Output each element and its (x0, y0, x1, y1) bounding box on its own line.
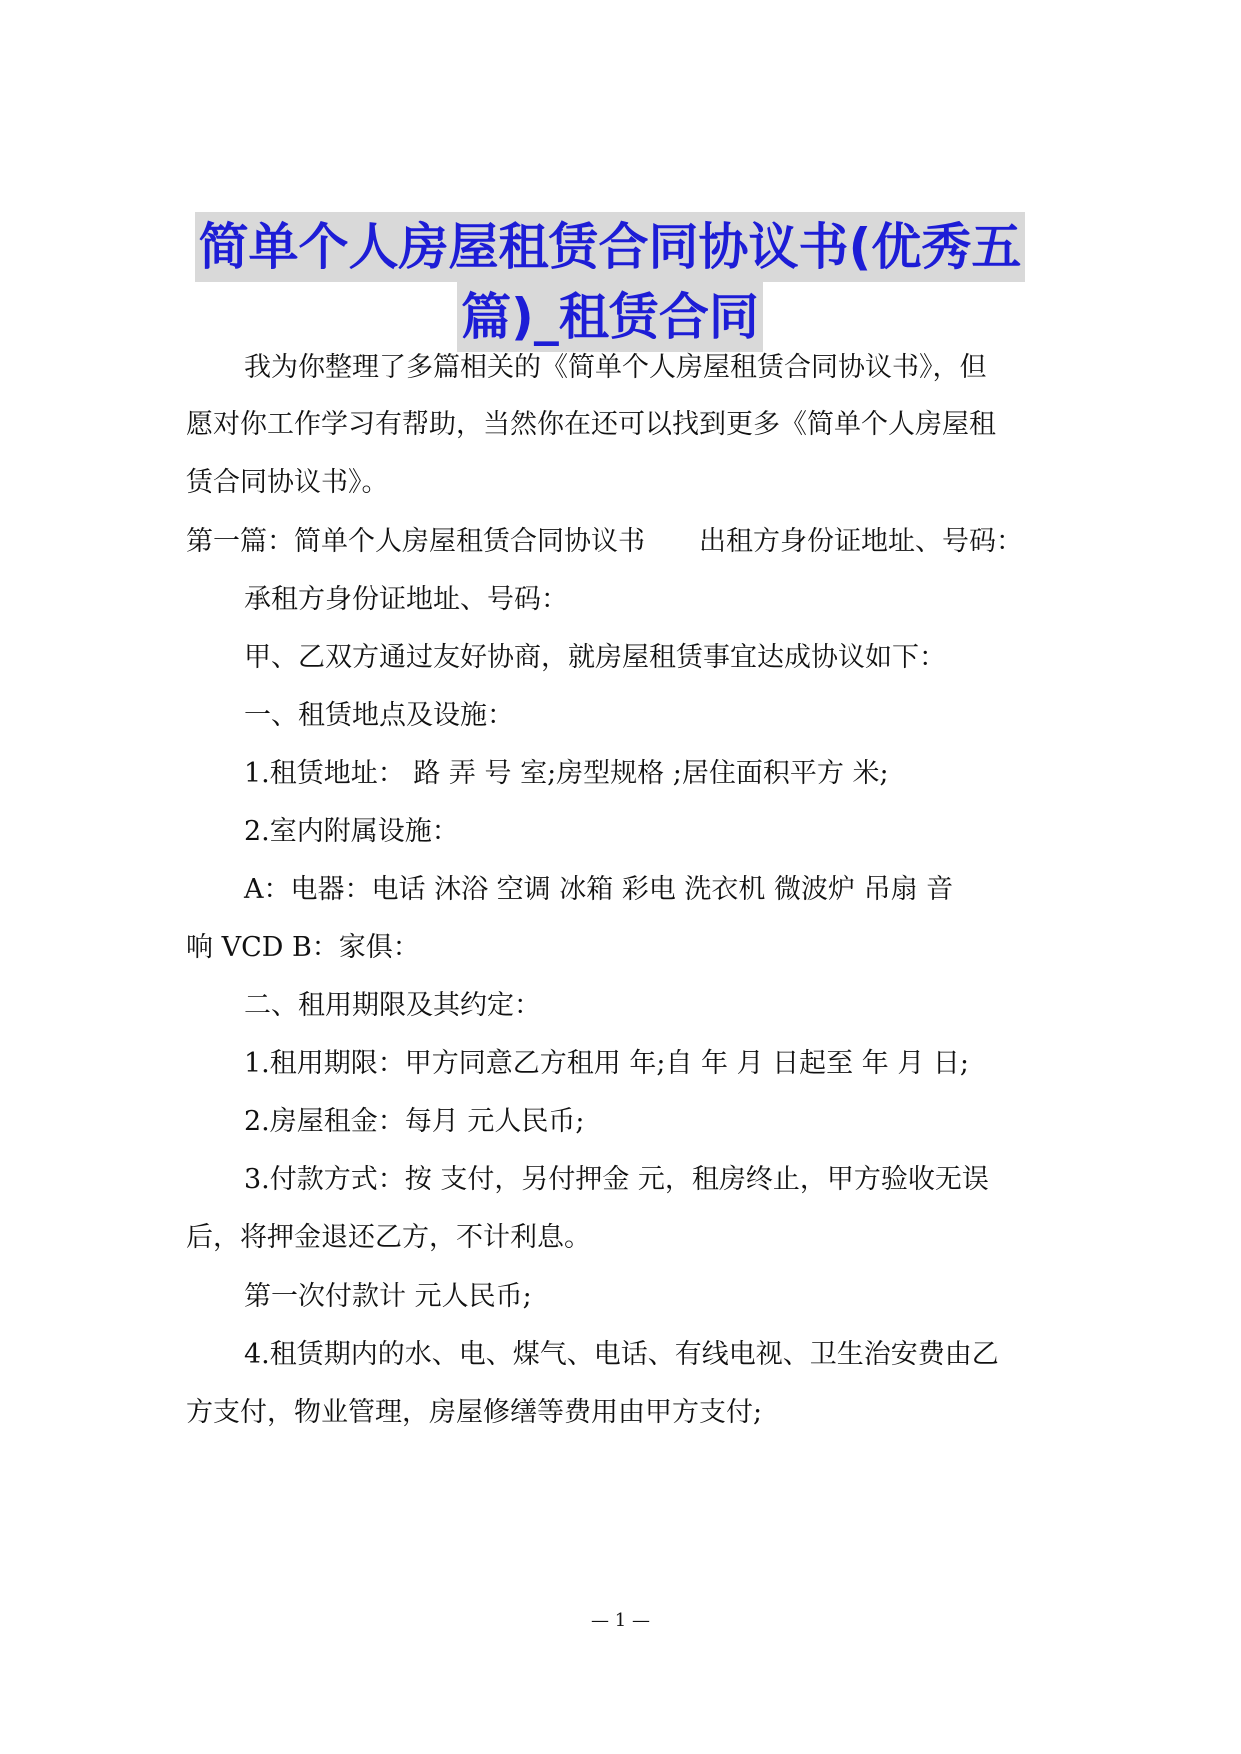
title-line-1: 简单个人房屋租赁合同协议书(优秀五 (195, 212, 1026, 282)
body-line: 方支付，物业管理，房屋修缮等费用由甲方支付; (186, 1397, 763, 1428)
body-line: 2.房屋租金：每月 元人民币; (244, 1106, 585, 1137)
body-line: 第一次付款计 元人民币; (244, 1281, 532, 1312)
body-line: 第一篇：简单个人房屋租赁合同协议书 出租方身份证地址、号码： (186, 526, 1023, 557)
body-line: 甲、乙双方通过友好协商，就房屋租赁事宜达成协议如下： (244, 642, 946, 673)
body-line: 我为你整理了多篇相关的《简单个人房屋租赁合同协议书》，但 (244, 352, 987, 383)
body-line: 4.租赁期内的水、电、煤气、电话、有线电视、卫生治安费由乙 (244, 1339, 999, 1370)
body-line: 承租方身份证地址、号码： (244, 584, 568, 615)
body-line: 响 VCD B：家俱： (186, 932, 420, 963)
body-line: 后，将押金退还乙方，不计利息。 (186, 1222, 591, 1253)
body-line: 一、租赁地点及设施： (244, 700, 514, 731)
title-line-2: 篇)_租赁合同 (457, 282, 763, 352)
body-line: 3.付款方式：按 支付，另付押金 元，租房终止，甲方验收无误 (244, 1164, 989, 1195)
body-line: 赁合同协议书》。 (186, 467, 389, 498)
body-line: 二、租用期限及其约定： (244, 990, 541, 1021)
body-line: 1.租赁地址： 路 弄 号 室;房型规格 ;居住面积平方 米; (244, 758, 889, 789)
body-line: 愿对你工作学习有帮助，当然你在还可以找到更多《简单个人房屋租 (186, 409, 996, 440)
page-number: — 1 — (591, 1610, 650, 1631)
body-line: 1.租用期限：甲方同意乙方租用 年;自 年 月 日起至 年 月 日; (244, 1048, 970, 1079)
document-title (190, 212, 1030, 352)
body-line: 2.室内附属设施： (244, 816, 459, 847)
body-line: A：电器：电话 沐浴 空调 冰箱 彩电 洗衣机 微波炉 吊扇 音 (244, 874, 954, 905)
